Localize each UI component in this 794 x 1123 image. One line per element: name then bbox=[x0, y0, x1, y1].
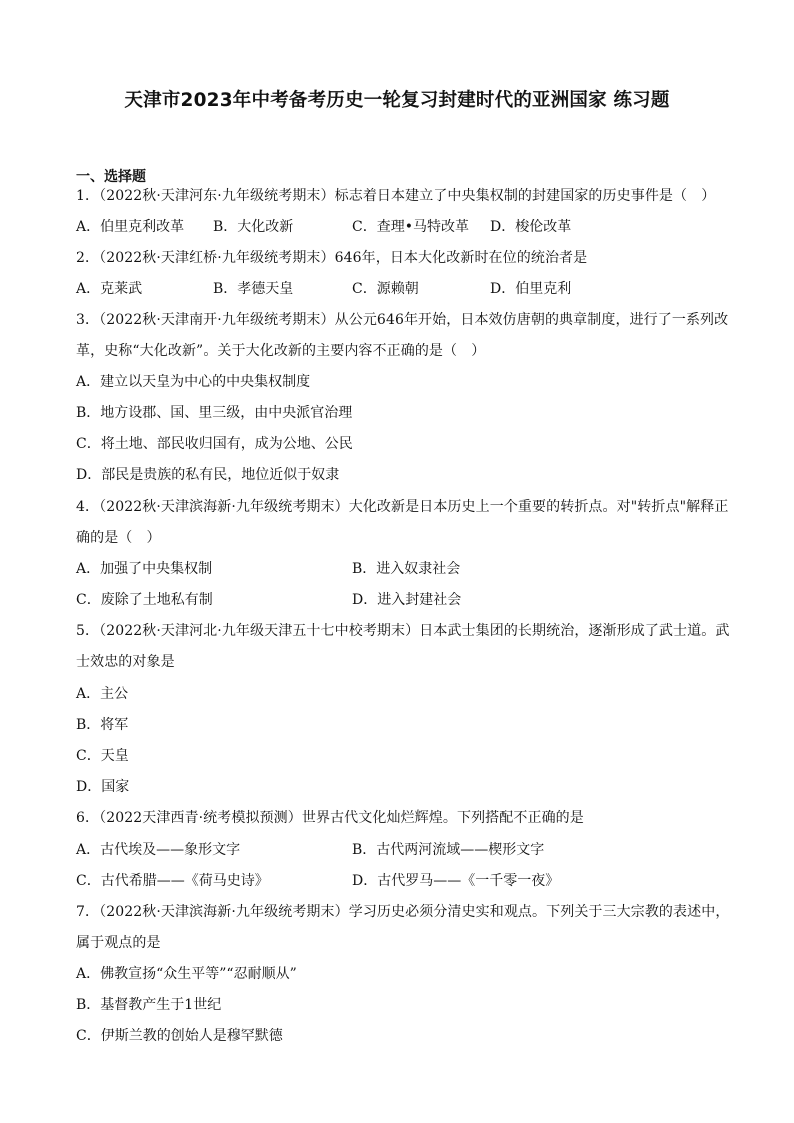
question-6-stem: 6．（2022天津西青·统考模拟预测）世界古代文化灿烂辉煌。下列搭配不正确的是 bbox=[76, 810, 584, 826]
q4-option-d: D．进入封建社会 bbox=[352, 592, 462, 608]
question-7-stem-line2: 属于观点的是 bbox=[76, 935, 161, 951]
q5-option-b: B．将军 bbox=[76, 717, 129, 733]
question-2-stem: 2．（2022秋·天津红桥·九年级统考期末）646年，日本大化改新时在位的统治者是 bbox=[76, 250, 588, 266]
question-1-stem: 1．（2022秋·天津河东·九年级统考期末）标志着日本建立了中央集权制的封建国家的历史事件是（ ） bbox=[76, 188, 716, 204]
q4-option-b: B．进入奴隶社会 bbox=[352, 561, 461, 577]
q4-option-c: C．废除了土地私有制 bbox=[76, 592, 213, 608]
q5-option-d: D．国家 bbox=[76, 779, 130, 795]
question-7-stem-line1: 7．（2022秋·天津滨海新·九年级统考期末）学习历史必须分清史实和观点。下列关于三大宗教的表述中， bbox=[76, 904, 730, 920]
q6-option-c: C．古代希腊——《荷马史诗》 bbox=[76, 873, 269, 889]
q7-option-b: B．基督教产生于1世纪 bbox=[76, 997, 222, 1013]
q5-option-c: C．天皇 bbox=[76, 748, 129, 764]
q6-option-d: D．古代罗马——《一千零一夜》 bbox=[352, 873, 560, 889]
q6-option-a: A．古代埃及——象形文字 bbox=[76, 842, 241, 858]
q3-option-b: B．地方设郡、国、里三级，由中央派官治理 bbox=[76, 405, 353, 421]
q2-option-c: C．源赖朝 bbox=[352, 281, 419, 297]
q2-option-a: A．克莱武 bbox=[76, 281, 143, 297]
question-5-stem-line2: 士效忠的对象是 bbox=[76, 654, 175, 670]
q1-option-a: A．伯里克利改革 bbox=[76, 219, 185, 235]
q6-option-b: B．古代两河流域——楔形文字 bbox=[352, 842, 545, 858]
q7-option-c: C．伊斯兰教的创始人是穆罕默德 bbox=[76, 1028, 283, 1044]
question-4-stem-line2: 确的是（ ） bbox=[76, 530, 161, 546]
question-5-stem-line1: 5．（2022秋·天津河北·九年级天津五十七中校考期末）日本武士集团的长期统治，逐渐形成了武士道。武 bbox=[76, 623, 730, 639]
q1-option-b: B．大化改新 bbox=[213, 219, 294, 235]
question-3-stem-line1: 3．（2022秋·天津南开·九年级统考期末）从公元646年开始，日本效仿唐朝的典章制度，进行了一系列改 bbox=[76, 312, 729, 328]
q1-option-c: C．查理•马特改革 bbox=[352, 219, 469, 235]
question-4-stem-line1: 4．（2022秋·天津滨海新·九年级统考期末）大化改新是日本历史上一个重要的转折点。对"转折点"解释正 bbox=[76, 499, 729, 515]
q2-option-b: B．孝德天皇 bbox=[213, 281, 294, 297]
q3-option-d: D．部民是贵族的私有民，地位近似于奴隶 bbox=[76, 467, 340, 483]
q4-option-a: A．加强了中央集权制 bbox=[76, 561, 213, 577]
section-heading: 一、选择题 bbox=[76, 169, 146, 185]
q5-option-a: A．主公 bbox=[76, 686, 129, 702]
q2-option-d: D．伯里克利 bbox=[490, 281, 572, 297]
q3-option-c: C．将土地、部民收归国有，成为公地、公民 bbox=[76, 436, 353, 452]
q7-option-a: A．佛教宣扬“众生平等”“忍耐顺从” bbox=[76, 966, 297, 982]
document-title: 天津市2023年中考备考历史一轮复习封建时代的亚洲国家 练习题 bbox=[124, 90, 670, 111]
question-3-stem-line2: 革，史称“大化改新”。关于大化改新的主要内容不正确的是（ ） bbox=[76, 343, 486, 359]
q1-option-d: D．梭伦改革 bbox=[490, 219, 572, 235]
q3-option-a: A．建立以天皇为中心的中央集权制度 bbox=[76, 374, 311, 390]
